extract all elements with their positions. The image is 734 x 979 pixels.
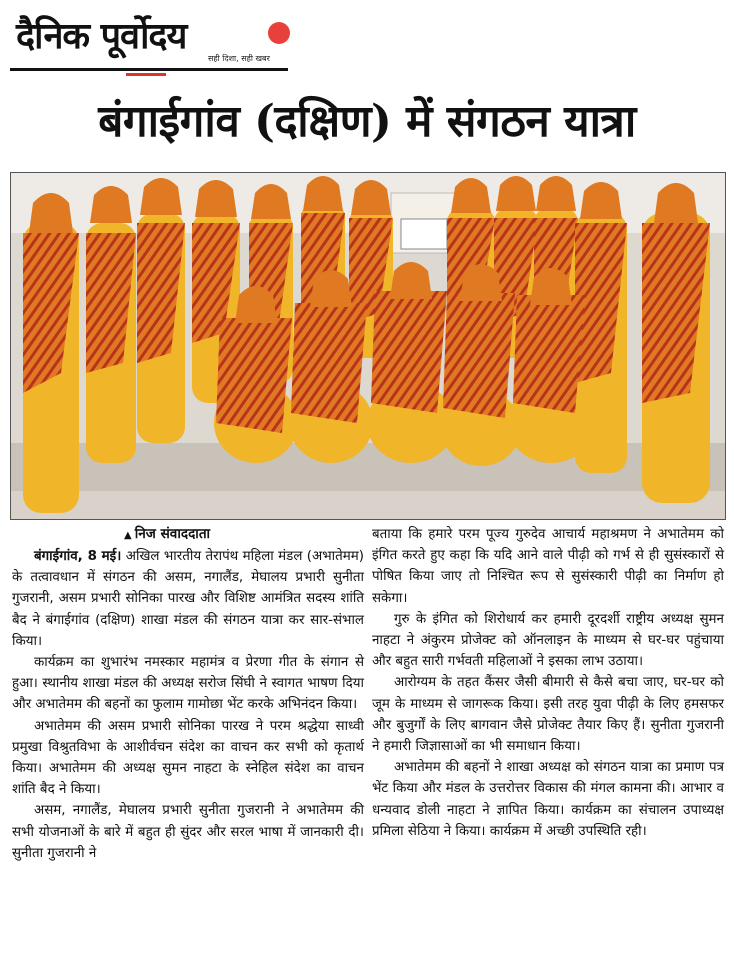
article-paragraph: अभातेमम की असम प्रभारी सोनिका पारख ने परम श्रद्धेया साध्वी प्रमुखा विश्रुतविभा के आशीर्वचन संदेश का वाचन कर सभी को कृतार्थ किया। अभातेमम की अध्यक्ष सुमन नाहटा के स्नेहिल संदेश का वाचन शांति बैद ने किया। (12, 718, 364, 798)
article-paragraph: कार्यक्रम का शुभारंभ नमस्कार महामंत्र व प्रेरणा गीत के संगान से हुआ। स्थानीय शाखा मंडल की अध्यक्ष सरोज सिंघी ने स्वागत भाषण दिया और अभातेमम की बहनों का फुलाम गामोछा भेंट करके अभिनंदन किया। (12, 655, 364, 713)
article-paragraph (12, 546, 364, 652)
article-paragraph: बताया कि हमारे परम पूज्य गुरुदेव आचार्य महाश्रमण ने अभातेमम को इंगित करते हुए कहा कि यदि आने वाले पीढ़ी को गर्भ से ही सुसंस्कारों से पोषित किया जाए तो निश्चित रूप से सुसंस्कारी पीढ़ी का निर्माण हो सकेगा। (372, 527, 724, 606)
masthead (10, 6, 290, 76)
dateline: बंगाईगांव, 8 मई। (34, 549, 122, 564)
article-headline: बंगाईगांव (दक्षिण) में संगठन यात्रा (98, 96, 636, 147)
article-paragraph: गुरु के इंगित को शिरोधार्य कर हमारी दूरदर्शी राष्ट्रीय अध्यक्ष सुमन नाहटा ने अंकुरम प्रोजेक्ट को ऑनलाइन के माध्यम से घर-घर पहुंचाया और बहुत सारी गर्भवती महिलाओं ने इसका लाभ उठाया। (372, 611, 724, 670)
byline-text: निज संवाददाता (134, 526, 211, 542)
group-photo (10, 172, 726, 520)
newspaper-title: दैनिक पूर्वोदय (16, 15, 187, 57)
triangle-icon: ▲ (124, 530, 132, 541)
masthead-rule (10, 68, 288, 71)
article-paragraph: आरोग्यम के तहत कैंसर जैसी बीमारी से कैसे बचा जाए, घर-घर को जूम के माध्यम से जागरूक किया। इसी तरह युवा पीढ़ी के लिए हमसफर और बुजुर्गों के लिए बागवान जैसे प्रोजेक्ट तैयार किए हैं। सुनीता गुजरानी ने हमारी जिज्ञासाओं का भी समाधान किया। (372, 675, 724, 755)
article-column-left (12, 524, 364, 864)
masthead-accent-rule (126, 73, 166, 76)
newspaper-tagline: सही दिशा, सही खबर (208, 54, 270, 63)
article-paragraph: अभातेमम की बहनों ने शाखा अध्यक्ष को संगठन यात्रा का प्रमाण पत्र भेंट किया और मंडल के उत्तरोत्तर विकास की मंगल कामना की। आभार व धन्यवाद डोली नाहटा ने ज्ञापित किया। कार्यक्रम का संचालन उपाध्यक्ष प्रमिला सेठिया ने किया। कार्यक्रम में अच्छी उपस्थिति रही। (372, 760, 724, 839)
paragraph-text: अखिल भारतीय तेरापंथ महिला मंडल (अभातेमम) के तत्वावधान में संगठन की असम, नगालैंड, मेघालय प्रभारी सुनीता गुजरानी, असम प्रभारी सोनिका पारख और विशिष्ट आमंत्रित सदस्य शांति बैद ने बंगाईगांव (दक्षिण) शाखा मंडल की संगठन यात्रा कर सार-संभाल किया। (12, 549, 364, 649)
byline (124, 524, 364, 546)
logo-dot-icon (268, 22, 290, 44)
group-photo-illustration (11, 173, 725, 519)
article-paragraph: असम, नगालैंड, मेघालय प्रभारी सुनीता गुजरानी ने अभातेमम की सभी योजनाओं के बारे में बहुत ही सुंदर और सरल भाषा में जानकारी दी। सुनीता गुजरानी ने (12, 803, 364, 861)
article-column-right (372, 524, 724, 842)
